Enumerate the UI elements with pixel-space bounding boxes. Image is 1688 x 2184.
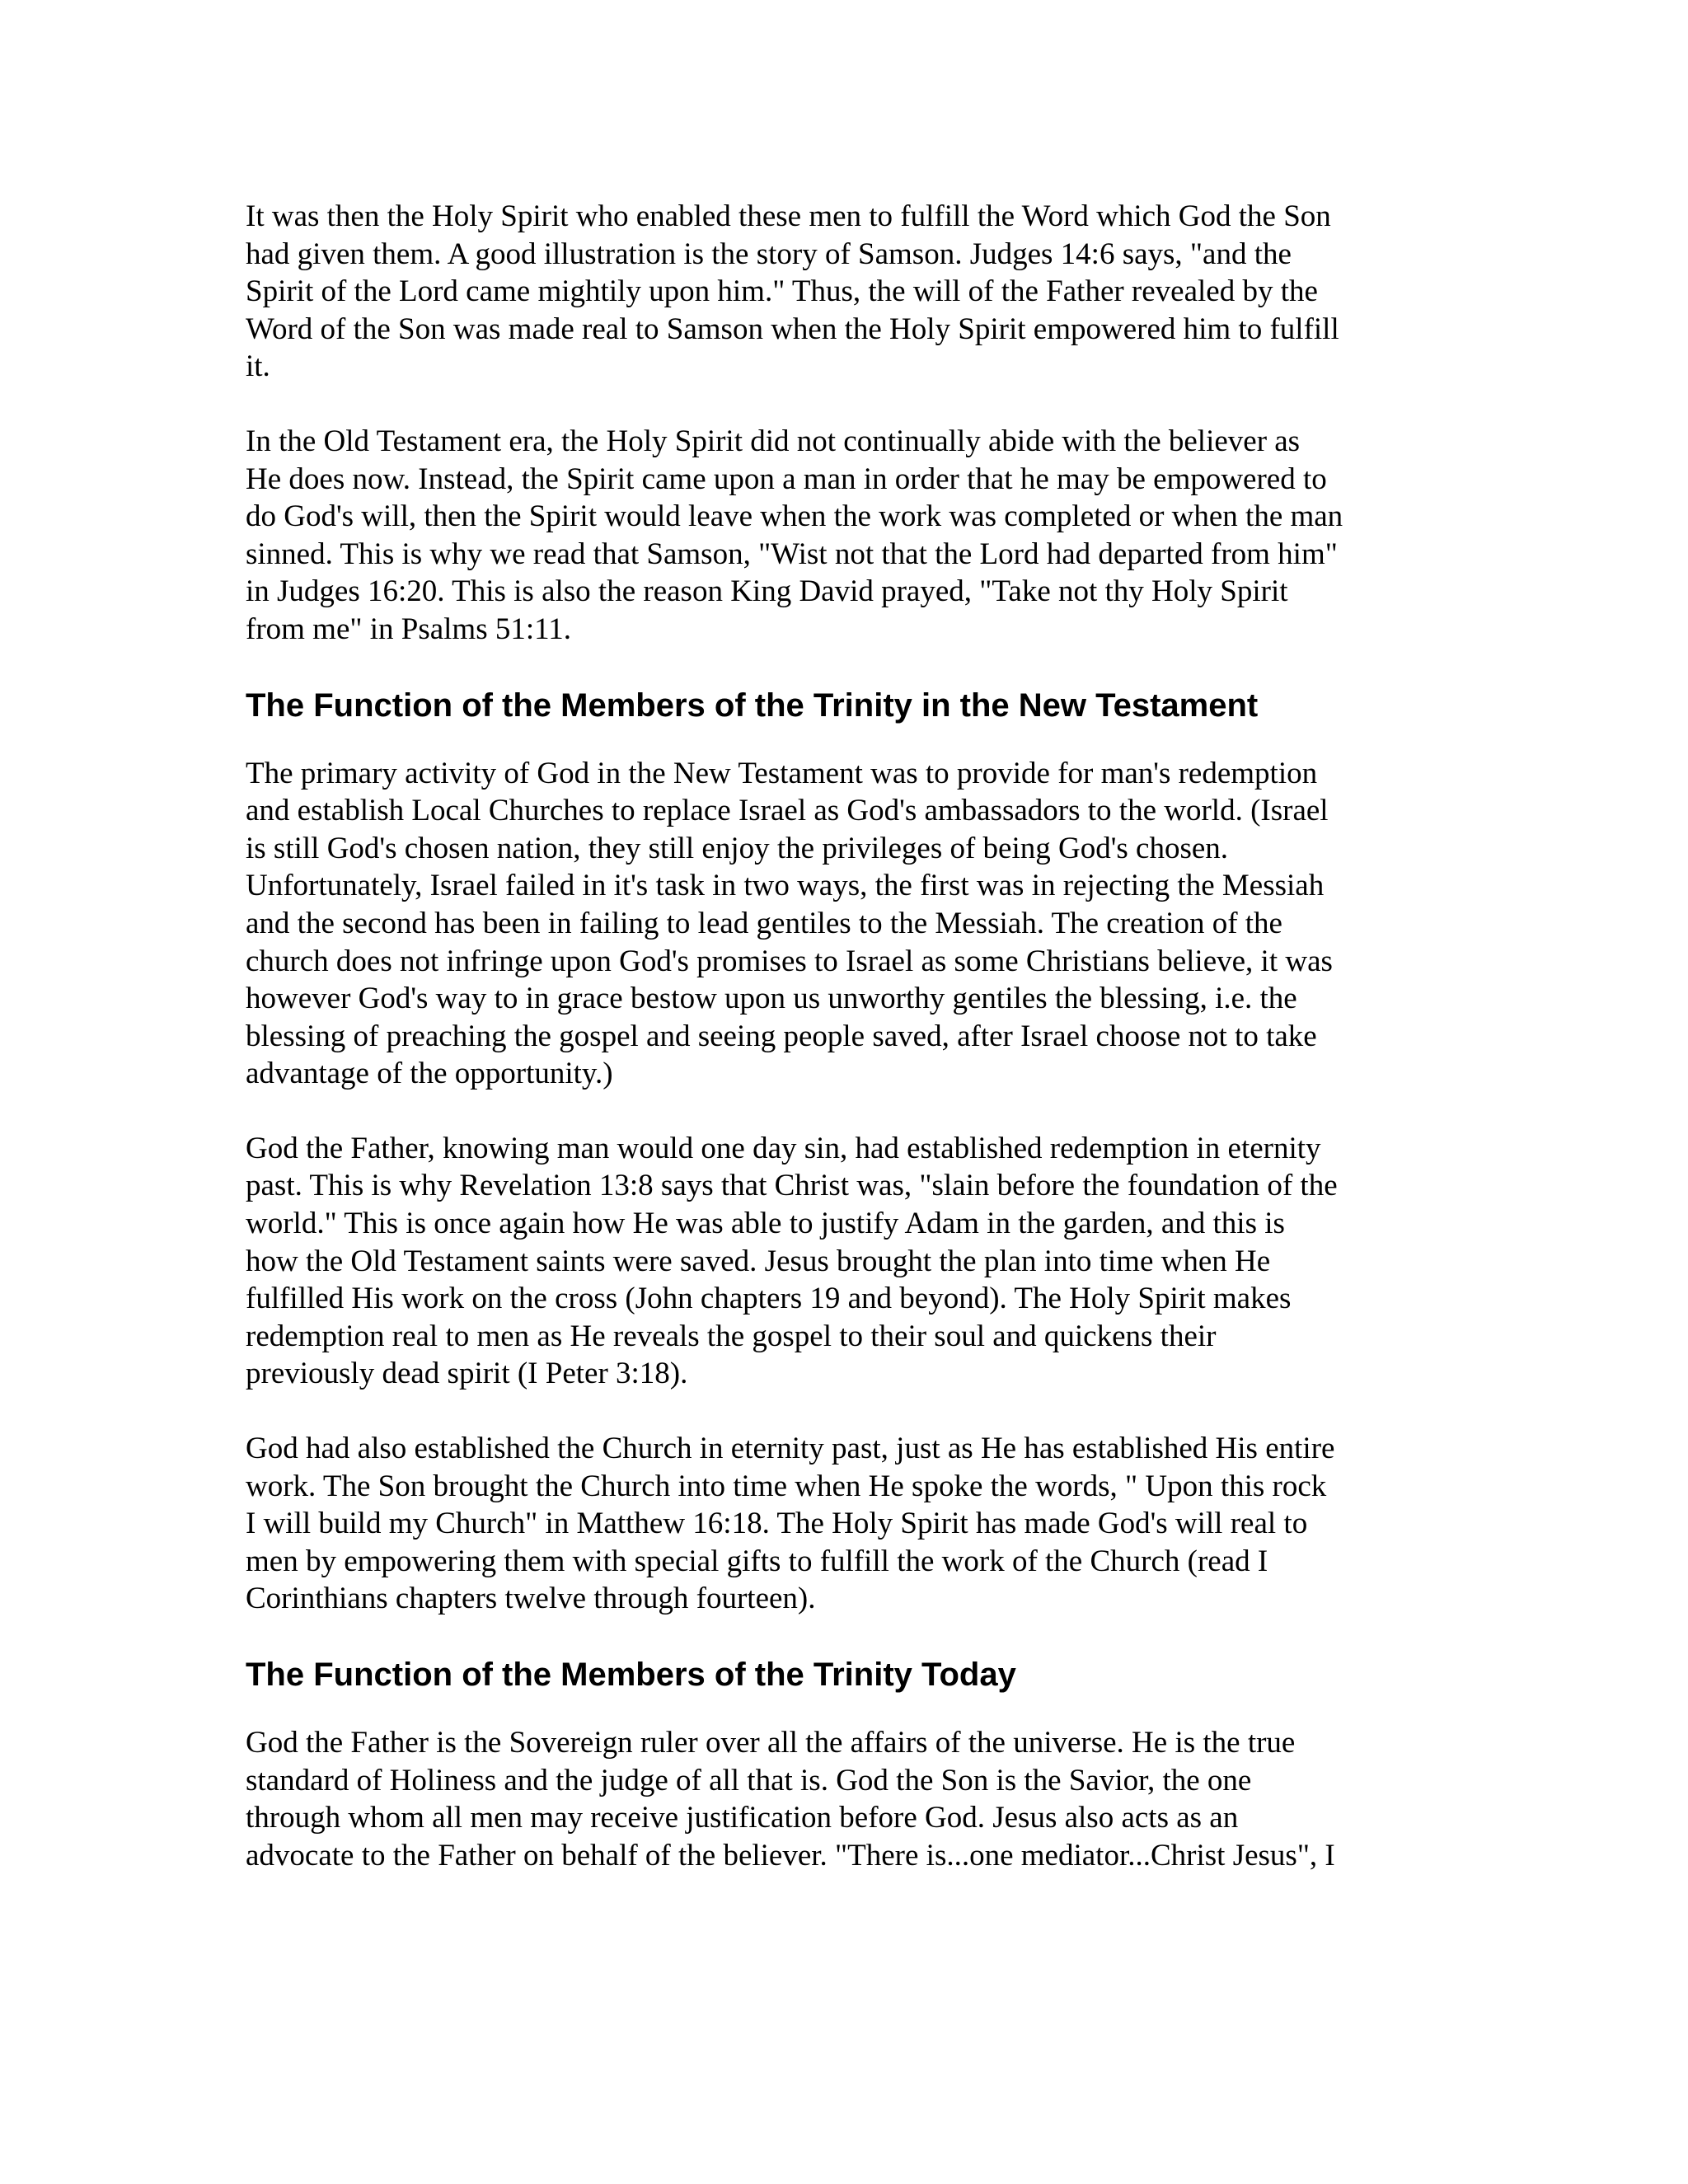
paragraph-church: God had also established the Church in eternity past, just as He has established His entire work. The Son brought the Church into time when He spoke the words, " Upon this rock I will build my Church" in Matthew 16:18. The Holy Spirit has made God's will real to men by empowering them with special gifts to fulfill the work of the Church (read I Corinthians chapters twelve through fourteen). [246,1432,1335,1616]
document-page [246,198,1441,1911]
paragraph-father-sovereign: God the Father is the Sovereign ruler over all the affairs of the universe. He is the true standard of Holiness and the judge of all that is. God the Son is the Savior, the one through whom all men may receive justification before God. Jesus also acts as an advocate to the Father on behalf of the believer. "There is...one mediator...Christ Jesus", I [246,1726,1335,1872]
heading-today: The Function of the Members of the Trinity Today [246,1657,1016,1693]
paragraph-redemption: God the Father, knowing man would one day sin, had established redemption in eternity past. This is why Revelation 13:8 says that Christ was, "slain before the foundation of the world." This is once again how He was able to justify Adam in the garden, and this is how the Old Testament saints were saved. Jesus brought the plan into time when He fulfilled His work on the cross (John chapters 19 and beyond). The Holy Spirit makes redemption real to men as He reveals the gospel to their soul and quickens their previously dead spirit (I Peter 3:18). [246,1131,1338,1391]
heading-new-testament: The Function of the Members of the Trinity in the New Testament [246,687,1259,724]
paragraph-primary-activity: The primary activity of God in the New Testament was to provide for man's redemption and establish Local Churches to replace Israel as God's ambassadors to the world. (Israel is still God's chosen nation, they still enjoy the privileges of being God's chosen. Unfortunately, Israel failed in it's task in two ways, the first was in rejecting the Messiah and the second has been in failing to lead gentiles to the Messiah. The creation of the church does not infringe upon God's promises to Israel as some Christians believe, it was however God's way to in grace bestow upon us unworthy gentiles the blessing, i.e. the blessing of preaching the gospel and seeing people saved, after Israel choose not to take advantage of the opportunity.) [246,756,1333,1091]
paragraph-old-testament-era: In the Old Testament era, the Holy Spirit did not continually abide with the believer as He does now. Instead, the Spirit came upon a man in order that he may be empowered to do God's will, then the Spirit would leave when the work was completed or when the man sinned. This is why we read that Samson, "Wist not that the Lord had departed from him" in Judges 16:20. This is also the reason King David prayed, "Take not thy Holy Spirit from me" in Psalms 51:11. [246,424,1343,646]
paragraph-samson-spirit: It was then the Holy Spirit who enabled these men to fulfill the Word which God the Son had given them. A good illustration is the story of Samson. Judges 14:6 says, "and the Spirit of the Lord came mightily upon him." Thus, the will of the Father revealed by the Word of the Son was made real to Samson when the Holy Spirit empowered him to fulfill it. [246,199,1339,384]
